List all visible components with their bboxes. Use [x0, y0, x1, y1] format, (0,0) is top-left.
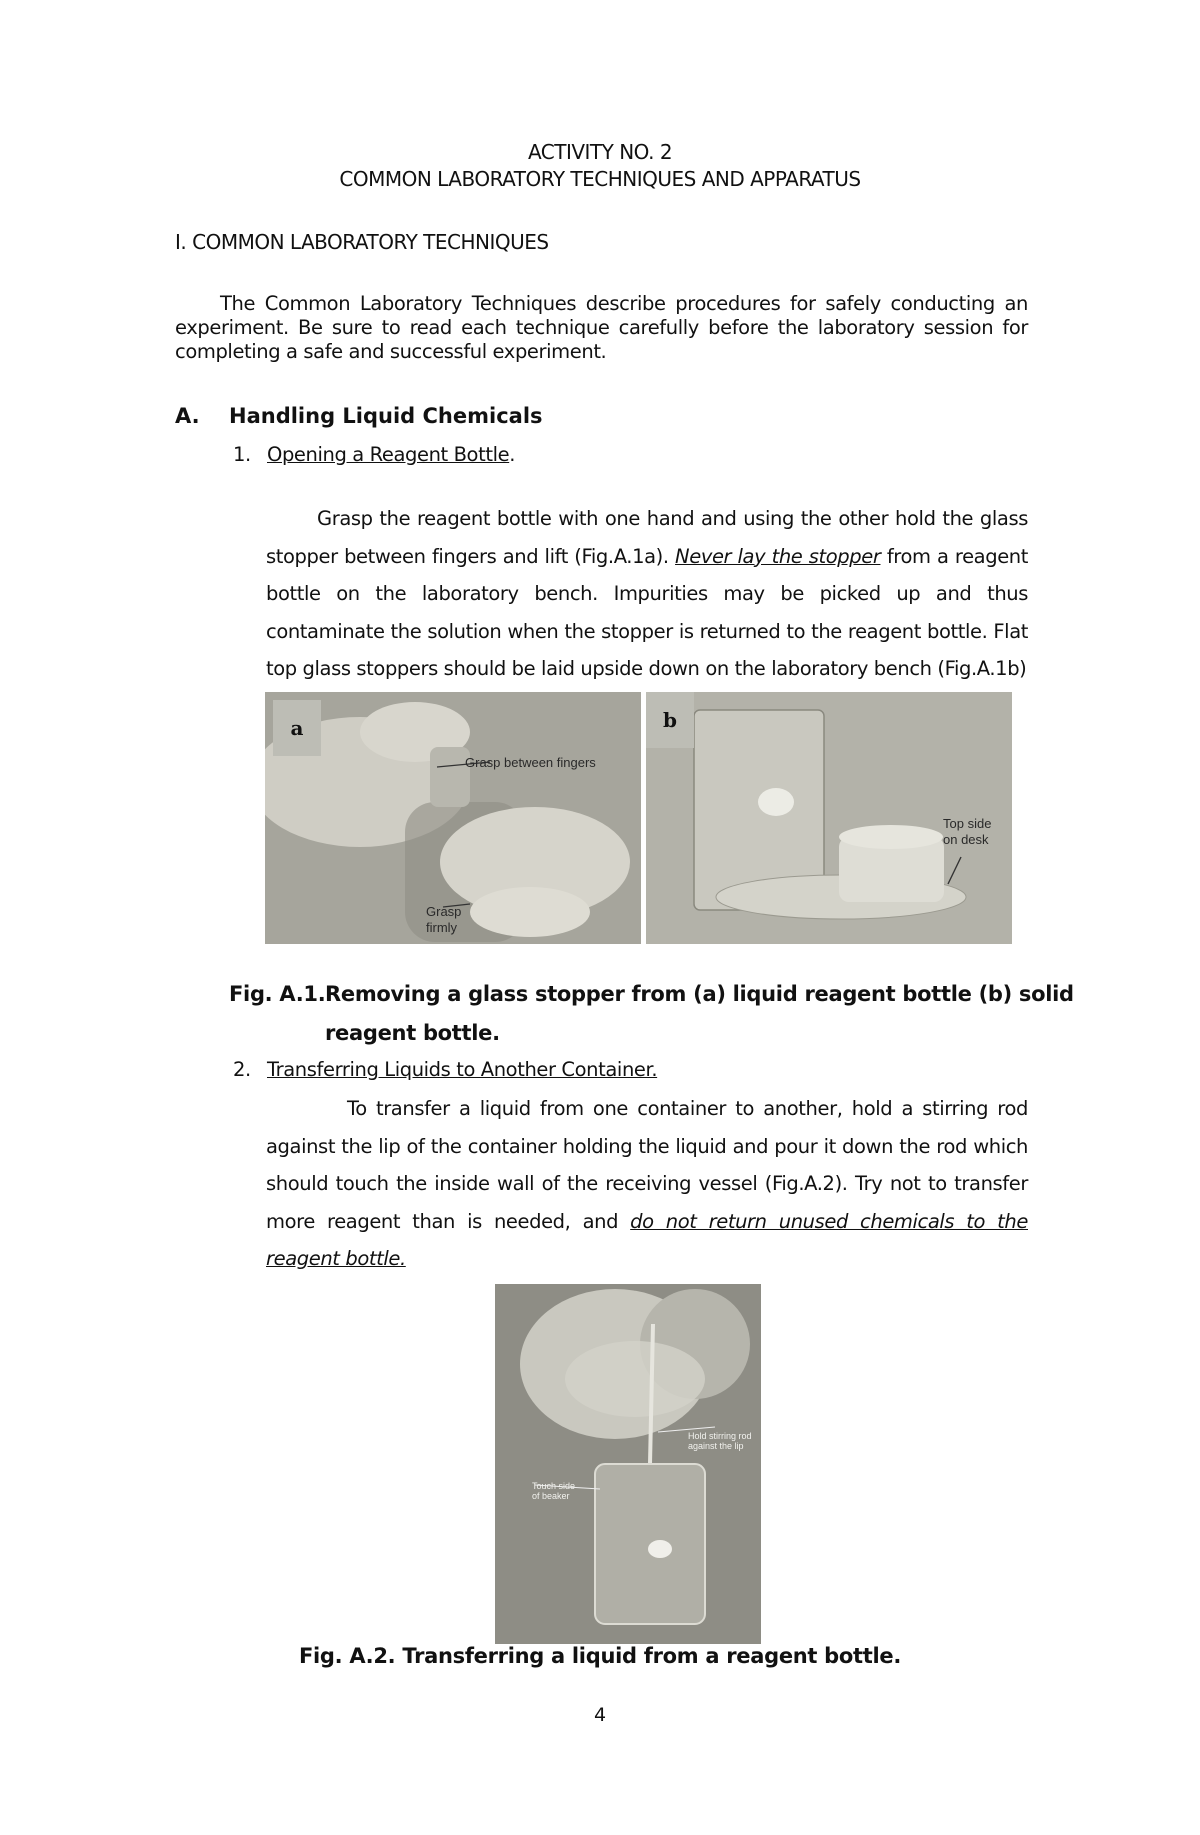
figure-a1-caption-line1: Removing a glass stopper from (a) liquid reagent bottle (b) solid — [325, 982, 1074, 1006]
intro-paragraph: The Common Laboratory Techniques describe procedures for safely conducting an experiment. Be sure to read each technique carefully before the laboratory session for completing a safe and successful experiment. — [175, 292, 1028, 363]
subsection-heading: Handling Liquid Chemicals — [229, 404, 543, 428]
label-of-beaker: of beaker — [532, 1491, 570, 1501]
item-title-text: Opening a Reagent Bottle — [267, 443, 510, 466]
figure-tag-b: b — [646, 692, 694, 748]
figure-a1-photo-a — [265, 692, 641, 944]
item1-emphasis: Never lay the stopper — [675, 544, 881, 568]
figure-a1-caption-line2: reagent bottle. — [325, 1021, 500, 1045]
item2-paragraph — [266, 1090, 1028, 1278]
label-against-lip: against the lip — [688, 1441, 744, 1451]
activity-subtitle: COMMON LABORATORY TECHNIQUES AND APPARATUS — [339, 167, 861, 191]
figure-a2-photo — [495, 1284, 761, 1644]
item1-text-a: Grasp the reagent bottle with one hand and using the other hold the glass stopper between fingers and lift (Fig.A.1a). — [266, 507, 1028, 568]
label-top-side: Top side — [943, 816, 992, 831]
item1-text-b: from a reagent bottle on the laboratory bench. Impurities may be picked up and thus contaminate the solution when the stopper is returned to the reagent bottle. Flat top glass stoppers should be laid upside down on the laboratory bench (Fig.A.1b) — [266, 544, 1028, 680]
item2-text-a: To transfer a liquid from one container to another, hold a stirring rod against the lip of the container holding the liquid and pour it down the rod which should touch the inside wall of the receiving vessel (Fig.A.2). Try not to transfer more reagent than is needed, and — [266, 1097, 1028, 1233]
item2-number: 2. — [233, 1058, 251, 1081]
item1-paragraph — [266, 500, 1028, 688]
item-number: 1. — [233, 443, 251, 466]
section-heading: I. COMMON LABORATORY TECHNIQUES — [175, 230, 549, 254]
figure-a2-caption: Fig. A.2. Transferring a liquid from a reagent bottle. — [298, 1644, 902, 1668]
label-grasp: Grasp — [426, 904, 462, 919]
item-title — [267, 443, 515, 466]
figure-tag-a: a — [273, 700, 321, 756]
label-hold-rod: Hold stirring rod — [688, 1431, 752, 1441]
figure-a1-caption-prefix: Fig. A.1. — [229, 982, 326, 1006]
item-title-period: . — [509, 443, 516, 466]
item2-title: Transferring Liquids to Another Container. — [267, 1058, 658, 1081]
figure-a1-photo-b — [646, 692, 1012, 944]
pouring-illustration — [495, 1284, 761, 1644]
page-number: 4 — [593, 1704, 607, 1726]
label-grasp-between: Grasp between fingers — [465, 755, 596, 770]
activity-title: ACTIVITY NO. 2 — [527, 140, 673, 164]
label-firmly: firmly — [426, 920, 458, 935]
subsection-letter: A. — [175, 404, 200, 428]
label-on-desk: on desk — [943, 832, 989, 847]
label-touch-side: Touch side — [532, 1481, 576, 1491]
item2-emphasis: do not return unused chemicals to the reagent bottle. — [266, 1209, 1028, 1270]
